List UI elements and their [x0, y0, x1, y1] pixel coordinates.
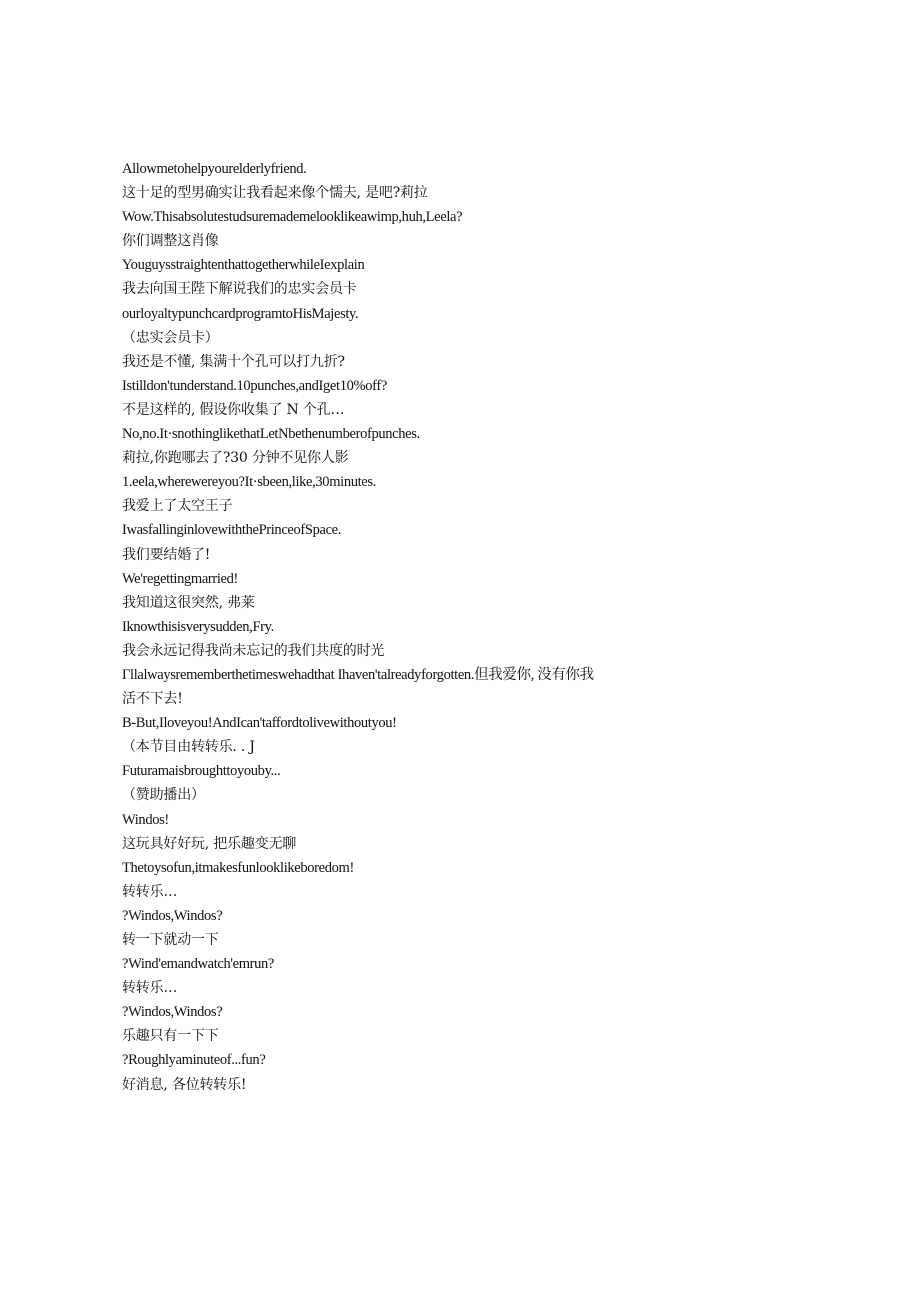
chinese-subtitle-line: 我爱上了太空王子 — [122, 498, 233, 515]
chinese-subtitle-line: 我去向国王陛下解说我们的忠实会员卡 — [122, 281, 357, 298]
chinese-subtitle-line: （本节目由转转乐. . J — [122, 739, 255, 756]
chinese-subtitle-line: 这玩具好好玩, 把乐趣变无聊 — [122, 835, 297, 852]
chinese-subtitle-line: 活不下去! — [122, 691, 183, 708]
chinese-subtitle-line: 乐趣只有一下下 — [122, 1028, 219, 1045]
chinese-subtitle-line: 转转乐… — [122, 980, 178, 997]
english-subtitle-line: No,no.It·snothinglikethatLetNbethenumberofpunches. — [122, 426, 420, 443]
chinese-subtitle-line: （赞助播出） — [122, 787, 205, 804]
english-subtitle-line: ?Wind'emandwatch'emrun? — [122, 956, 274, 973]
english-subtitle-line: Futuramaisbroughttoyouby... — [122, 763, 281, 780]
chinese-subtitle-line: 你们调整这肖像 — [122, 233, 219, 250]
chinese-subtitle-line: 我还是不懂, 集满十个孔可以打九折? — [122, 353, 345, 370]
english-subtitle-line: ourloyaltypunchcardprogramtoHisMajesty. — [122, 305, 359, 322]
english-subtitle-line: Iknowthisisverysudden,Fry. — [122, 618, 274, 635]
english-subtitle-line: B-But,Iloveyou!AndIcan'taffordtolivewithoutyou! — [122, 715, 397, 732]
english-subtitle-line: ?Windos,Windos? — [122, 1004, 223, 1021]
english-subtitle-line: We'regettingmarried! — [122, 570, 239, 587]
chinese-subtitle-line: 不是这样的, 假设你收集了 N 个孔… — [122, 401, 345, 418]
english-subtitle-line: Γllalwaysrememberthetimeswehadthat Ihaven'talreadyforgotten.但我爱你, 没有你我 — [122, 666, 594, 683]
subtitle-text-block — [122, 157, 722, 1097]
english-subtitle-line: Istilldon'tunderstand.10punches,andIget10%off? — [122, 377, 387, 394]
english-subtitle-line: Wow.Thisabsolutestudsuremademelooklikeawimp,huh,Leela? — [122, 209, 463, 226]
english-subtitle-line: YouguysstraightenthattogetherwhileIexplain — [122, 257, 365, 274]
english-subtitle-line: 1.eela,wherewereyou?It·sbeen,like,30minutes. — [122, 474, 376, 491]
chinese-subtitle-line: 我知道这很突然, 弗莱 — [122, 594, 255, 611]
chinese-subtitle-line: 我会永远记得我尚未忘记的我们共度的时光 — [122, 642, 385, 659]
english-subtitle-line: ?Roughlyaminuteof...fun? — [122, 1052, 266, 1069]
english-subtitle-line: Thetoysofun,itmakesfunlooklikeboredom! — [122, 859, 354, 876]
english-subtitle-line: IwasfallinginlovewiththePrinceofSpace. — [122, 522, 342, 539]
chinese-subtitle-line: （忠实会员卡） — [122, 329, 219, 346]
chinese-subtitle-line: 我们要结婚了! — [122, 546, 211, 563]
english-subtitle-line: Windos! — [122, 811, 169, 828]
chinese-subtitle-line: 转转乐… — [122, 883, 178, 900]
chinese-subtitle-line: 好消息, 各位转转乐! — [122, 1076, 247, 1093]
chinese-subtitle-line: 莉拉,你跑哪去了?30 分钟不见你人影 — [122, 450, 349, 467]
chinese-subtitle-line: 这十足的型男确实让我看起来像个懦夫, 是吧?莉拉 — [122, 185, 428, 202]
chinese-subtitle-line: 转一下就动一下 — [122, 932, 219, 948]
english-subtitle-line: Allowmetohelpyourelderlyfriend. — [122, 161, 307, 177]
english-subtitle-line: ?Windos,Windos? — [122, 907, 223, 924]
